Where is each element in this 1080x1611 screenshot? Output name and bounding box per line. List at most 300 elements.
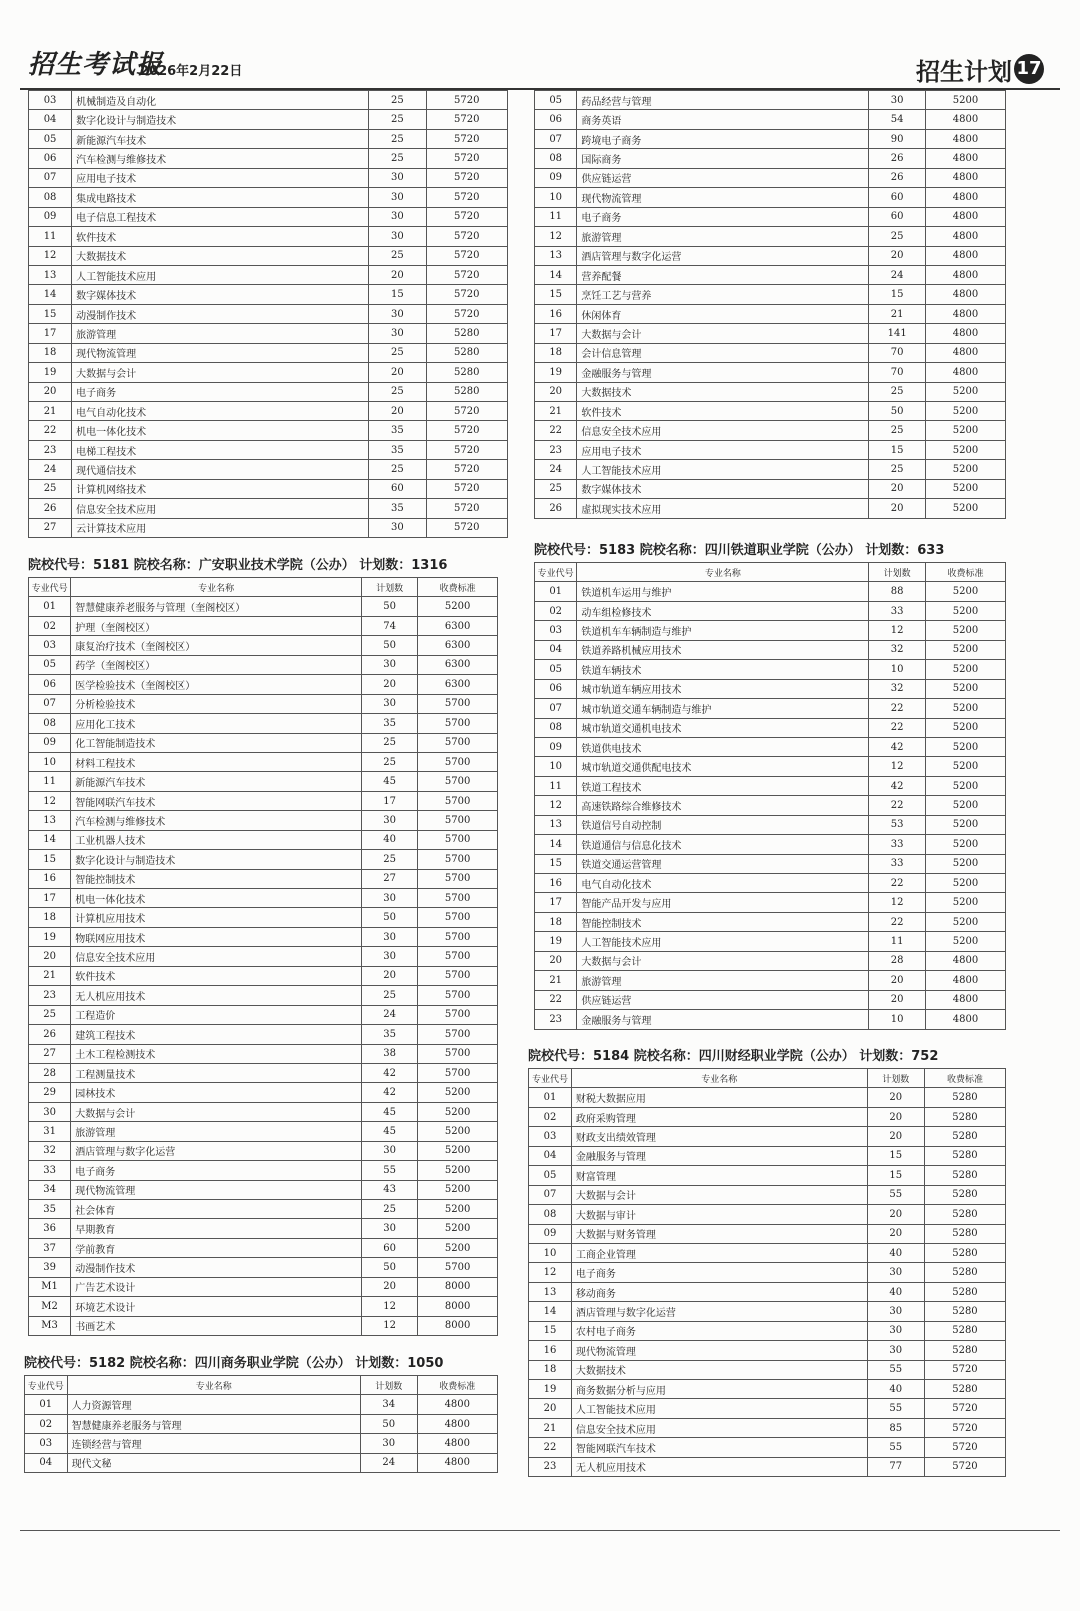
major-name: 人力资源管理 (67, 1395, 360, 1414)
plan-count: 30 (867, 1341, 924, 1360)
major-code: 07 (535, 699, 577, 718)
major-code: 31 (29, 1122, 71, 1141)
plan-count: 30 (869, 91, 926, 110)
plan-count: 43 (361, 1180, 417, 1199)
major-name: 建筑工程技术 (71, 1025, 362, 1044)
tuition-fee: 4800 (417, 1395, 497, 1414)
plan-count: 20 (369, 265, 426, 284)
newspaper-masthead: 招生考试报 (28, 50, 164, 80)
table-row (29, 382, 508, 401)
plan-count: 30 (361, 655, 417, 674)
major-name: 现代物流管理 (577, 188, 869, 207)
fee-header: 收费标准 (925, 563, 1005, 582)
plan-count: 50 (869, 402, 926, 421)
plan-count: 25 (361, 733, 417, 752)
major-name: 电气自动化技术 (72, 402, 369, 421)
tuition-fee: 5720 (426, 460, 507, 479)
plan-count: 25 (869, 460, 926, 479)
major-name: 应用电子技术 (577, 440, 869, 459)
plan-count: 88 (869, 582, 926, 601)
table-row (25, 1414, 498, 1433)
major-code: 23 (535, 1010, 577, 1029)
major-name: 机电一体化技术 (72, 421, 369, 440)
table-row (529, 1243, 1006, 1262)
major-code: 08 (29, 188, 72, 207)
tuition-fee: 4800 (925, 990, 1005, 1009)
major-name: 大数据与会计 (577, 951, 869, 970)
major-code: 15 (29, 304, 72, 323)
tuition-fee: 5200 (925, 621, 1005, 640)
major-name: 人工智能技术应用 (571, 1399, 867, 1418)
plan-count: 20 (869, 971, 926, 990)
tuition-fee: 5280 (924, 1243, 1005, 1262)
tuition-fee: 4800 (925, 343, 1005, 362)
major-name: 铁道机车车辆制造与维护 (577, 621, 869, 640)
major-name: 新能源汽车技术 (72, 129, 369, 148)
major-code: 15 (535, 854, 577, 873)
table-row (529, 1088, 1006, 1107)
major-name: 智能控制技术 (577, 912, 869, 931)
major-name: 铁道信号自动控制 (577, 815, 869, 834)
major-code: 30 (29, 1102, 71, 1121)
plan-count: 12 (869, 621, 926, 640)
table-row (29, 597, 498, 616)
table-row (29, 1161, 498, 1180)
table-row (535, 149, 1006, 168)
table-row (29, 1063, 498, 1082)
table-row (29, 1102, 498, 1121)
table-row (529, 1438, 1006, 1457)
plan-count: 25 (369, 129, 426, 148)
major-name: 药学（奎阁校区） (71, 655, 362, 674)
issue-date: 2026年2月22日 (140, 64, 243, 79)
tuition-fee: 5720 (426, 285, 507, 304)
major-code: 04 (535, 640, 577, 659)
tuition-fee: 5720 (924, 1399, 1005, 1418)
table-row (29, 811, 498, 830)
major-name: 大数据技术 (577, 382, 869, 401)
major-code: 28 (29, 1063, 71, 1082)
quota-header: 计划数 (361, 578, 417, 597)
table-row (29, 927, 498, 946)
section-title: 招生计划 (916, 58, 1012, 86)
plan-count: 20 (867, 1127, 924, 1146)
plan-count: 30 (369, 304, 426, 323)
major-name: 药品经营与管理 (577, 91, 869, 110)
tuition-fee: 5280 (924, 1282, 1005, 1301)
table-row (29, 1200, 498, 1219)
tuition-fee: 5200 (925, 640, 1005, 659)
major-code: 27 (29, 518, 72, 537)
table-row (535, 188, 1006, 207)
name-header: 专业名称 (71, 578, 362, 597)
major-name: 电子商务 (72, 382, 369, 401)
tuition-fee: 4800 (925, 246, 1005, 265)
fee-header: 收费标准 (924, 1069, 1005, 1088)
table-row (29, 636, 498, 655)
name-header: 专业名称 (571, 1069, 867, 1088)
major-code: 22 (535, 990, 577, 1009)
major-code: 04 (25, 1453, 68, 1472)
table-row (29, 343, 508, 362)
tuition-fee: 5720 (924, 1438, 1005, 1457)
plan-count: 25 (369, 246, 426, 265)
plan-count: 70 (869, 363, 926, 382)
major-name: 国际商务 (577, 149, 869, 168)
plan-count: 20 (369, 363, 426, 382)
tuition-fee: 5200 (418, 1180, 498, 1199)
tuition-fee: 5200 (925, 460, 1005, 479)
major-name: 商务英语 (577, 110, 869, 129)
table-row (535, 660, 1006, 679)
tuition-fee: 5200 (925, 737, 1005, 756)
table-row (535, 227, 1006, 246)
plan-count: 45 (361, 1122, 417, 1141)
plan-count: 40 (361, 830, 417, 849)
right-top-continuation-table (534, 90, 1006, 519)
major-code: 25 (29, 479, 72, 498)
major-code: 03 (29, 636, 71, 655)
major-name: 汽车检测与维修技术 (72, 149, 369, 168)
tuition-fee: 5200 (925, 479, 1005, 498)
tuition-fee: 6300 (418, 655, 498, 674)
school-5184-section (528, 1046, 1006, 1477)
table-row (529, 1127, 1006, 1146)
major-code: 23 (535, 440, 577, 459)
major-code: 21 (29, 402, 72, 421)
table-row (535, 110, 1006, 129)
tuition-fee: 8000 (418, 1316, 498, 1335)
tuition-fee: 4800 (417, 1414, 497, 1433)
tuition-fee: 5700 (418, 1025, 498, 1044)
major-name: 土木工程检测技术 (71, 1044, 362, 1063)
plan-count: 55 (361, 1161, 417, 1180)
major-name: 财政支出绩效管理 (571, 1127, 867, 1146)
table-row (535, 324, 1006, 343)
major-code: 10 (529, 1243, 572, 1262)
major-code: 03 (529, 1127, 572, 1146)
major-name: 动车组检修技术 (577, 601, 869, 620)
table-row (29, 207, 508, 226)
tuition-fee: 5280 (426, 382, 507, 401)
major-code: 24 (535, 460, 577, 479)
major-code: 01 (25, 1395, 68, 1414)
plan-count: 30 (361, 927, 417, 946)
major-code: 06 (29, 149, 72, 168)
tuition-fee: 4800 (925, 207, 1005, 226)
table-row (29, 188, 508, 207)
major-code: 20 (535, 382, 577, 401)
plan-count: 77 (867, 1457, 924, 1476)
table-row (535, 990, 1006, 1009)
major-name: 智慧健康养老服务与管理 (67, 1414, 360, 1433)
major-code: 04 (29, 110, 72, 129)
major-code: 03 (29, 91, 72, 110)
major-code: 18 (535, 343, 577, 362)
major-code: 10 (29, 752, 71, 771)
tuition-fee: 5700 (418, 966, 498, 985)
plan-count: 22 (869, 912, 926, 931)
table-row (29, 479, 508, 498)
major-code: 20 (29, 947, 71, 966)
major-name: 旅游管理 (71, 1122, 362, 1141)
table-row (535, 1010, 1006, 1029)
major-code: 11 (29, 772, 71, 791)
major-name: 大数据技术 (571, 1360, 867, 1379)
table-row (535, 874, 1006, 893)
major-name: 动漫制作技术 (71, 1258, 362, 1277)
tuition-fee: 4800 (925, 188, 1005, 207)
table-row (29, 1297, 498, 1316)
tuition-fee: 5700 (418, 986, 498, 1005)
major-code: 16 (29, 869, 71, 888)
school-header: 院校代号：5181 院校名称：广安职业技术学院（公办） 计划数：1316 (28, 558, 448, 573)
major-code: 13 (535, 815, 577, 834)
tuition-fee: 5280 (924, 1380, 1005, 1399)
major-code: 29 (29, 1083, 71, 1102)
major-code: 25 (29, 1005, 71, 1024)
major-name: 城市轨道交通机电技术 (577, 718, 869, 737)
tuition-fee: 5200 (925, 679, 1005, 698)
major-name: 铁道工程技术 (577, 776, 869, 795)
table-row (529, 1399, 1006, 1418)
plan-count: 26 (869, 168, 926, 187)
plan-count: 55 (867, 1185, 924, 1204)
major-code: 19 (29, 927, 71, 946)
table-header-row (535, 563, 1006, 582)
major-code: 11 (535, 776, 577, 795)
tuition-fee: 5280 (924, 1341, 1005, 1360)
plan-count: 32 (869, 640, 926, 659)
major-code: 05 (29, 655, 71, 674)
major-name: 财税大数据应用 (571, 1088, 867, 1107)
tuition-fee: 5700 (418, 1063, 498, 1082)
table-row (29, 791, 498, 810)
table-row (25, 1434, 498, 1453)
table-row (529, 1302, 1006, 1321)
plan-count: 50 (360, 1414, 417, 1433)
plan-count: 20 (361, 675, 417, 694)
major-name: 大数据与会计 (577, 324, 869, 343)
table-row (529, 1360, 1006, 1379)
major-code: 15 (29, 850, 71, 869)
major-name: 软件技术 (577, 402, 869, 421)
major-name: 铁道交通运营管理 (577, 854, 869, 873)
footer-divider (20, 1530, 1060, 1531)
tuition-fee: 5720 (426, 246, 507, 265)
table-row (29, 966, 498, 985)
table-row (29, 616, 498, 635)
major-code: 17 (29, 889, 71, 908)
major-name: 电子商务 (571, 1263, 867, 1282)
plan-count: 70 (869, 343, 926, 362)
major-name: 无人机应用技术 (571, 1457, 867, 1476)
major-name: 数字媒体技术 (72, 285, 369, 304)
plan-count: 20 (361, 1277, 417, 1296)
major-name: 供应链运营 (577, 168, 869, 187)
major-code: 20 (529, 1399, 572, 1418)
major-code: 13 (535, 246, 577, 265)
major-code: 22 (529, 1438, 572, 1457)
plan-count: 85 (867, 1418, 924, 1437)
plan-count: 30 (360, 1434, 417, 1453)
plan-count: 10 (869, 660, 926, 679)
major-code: 06 (29, 675, 71, 694)
table-row (535, 499, 1006, 518)
major-name: 化工智能制造技术 (71, 733, 362, 752)
major-code: 20 (535, 951, 577, 970)
major-name: 机电一体化技术 (71, 889, 362, 908)
major-code: 26 (29, 499, 72, 518)
tuition-fee: 5200 (925, 440, 1005, 459)
table-row (529, 1321, 1006, 1340)
major-code: 09 (535, 168, 577, 187)
major-name: 酒店管理与数字化运营 (571, 1302, 867, 1321)
tuition-fee: 5720 (426, 421, 507, 440)
plan-count: 60 (361, 1238, 417, 1257)
plan-count: 20 (867, 1205, 924, 1224)
plan-count: 40 (867, 1243, 924, 1262)
tuition-fee: 5200 (925, 757, 1005, 776)
major-code: 27 (29, 1044, 71, 1063)
tuition-fee: 5280 (924, 1088, 1005, 1107)
major-code: 26 (29, 1025, 71, 1044)
major-name: 汽车检测与维修技术 (71, 811, 362, 830)
tuition-fee: 5280 (924, 1302, 1005, 1321)
major-name: 铁道通信与信息化技术 (577, 835, 869, 854)
table-row (535, 582, 1006, 601)
major-code: 19 (535, 363, 577, 382)
table-row (29, 1141, 498, 1160)
table-row (535, 893, 1006, 912)
plan-count: 20 (361, 966, 417, 985)
major-name: 云计算技术应用 (72, 518, 369, 537)
plan-count: 35 (361, 714, 417, 733)
table-header-row (529, 1069, 1006, 1088)
major-code: 16 (529, 1341, 572, 1360)
major-code: 36 (29, 1219, 71, 1238)
major-name: 人工智能技术应用 (577, 932, 869, 951)
tuition-fee: 4800 (925, 1010, 1005, 1029)
table-row (529, 1107, 1006, 1126)
table-row (29, 1219, 498, 1238)
plan-count: 42 (361, 1083, 417, 1102)
plan-count: 32 (869, 679, 926, 698)
plan-count: 25 (369, 110, 426, 129)
tuition-fee: 4800 (925, 168, 1005, 187)
major-name: 医学检验技术（奎阁校区） (71, 675, 362, 694)
major-code: 03 (25, 1434, 68, 1453)
tuition-fee: 5720 (426, 304, 507, 323)
major-code: 22 (29, 421, 72, 440)
table-row (535, 343, 1006, 362)
major-code: 12 (29, 246, 72, 265)
tuition-fee: 5720 (924, 1457, 1005, 1476)
tuition-fee: 5280 (426, 324, 507, 343)
table-row (29, 1277, 498, 1296)
table-row (535, 440, 1006, 459)
major-code: 21 (535, 402, 577, 421)
tuition-fee: 5700 (418, 694, 498, 713)
plan-count: 141 (869, 324, 926, 343)
table-row (29, 421, 508, 440)
major-name: 智慧健康养老服务与管理（奎阁校区） (71, 597, 362, 616)
tuition-fee: 5280 (924, 1166, 1005, 1185)
major-name: 信息安全技术应用 (571, 1418, 867, 1437)
major-name: 计算机网络技术 (72, 479, 369, 498)
plan-count: 25 (369, 343, 426, 362)
table-row (29, 499, 508, 518)
tuition-fee: 5200 (925, 912, 1005, 931)
table-row (535, 835, 1006, 854)
major-code: 20 (29, 382, 72, 401)
plan-count: 25 (361, 986, 417, 1005)
tuition-fee: 5200 (925, 91, 1005, 110)
table-row (535, 815, 1006, 834)
plan-count: 42 (361, 1063, 417, 1082)
major-name: 铁道供电技术 (577, 737, 869, 756)
plan-count: 22 (869, 699, 926, 718)
tuition-fee: 4800 (417, 1434, 497, 1453)
major-name: 大数据与财务管理 (571, 1224, 867, 1243)
major-plan-table (24, 1375, 498, 1473)
tuition-fee: 4800 (925, 324, 1005, 343)
table-row (29, 1083, 498, 1102)
plan-count: 35 (369, 499, 426, 518)
table-row (29, 265, 508, 284)
plan-count: 50 (361, 597, 417, 616)
tuition-fee: 5700 (418, 850, 498, 869)
major-code: 08 (29, 714, 71, 733)
major-name: 移动商务 (571, 1282, 867, 1301)
tuition-fee: 5720 (426, 227, 507, 246)
school-header: 院校代号：5182 院校名称：四川商务职业学院（公办） 计划数：1050 (24, 1356, 444, 1371)
table-row (535, 402, 1006, 421)
major-name: 工程造价 (71, 1005, 362, 1024)
tuition-fee: 5200 (925, 499, 1005, 518)
table-row (29, 460, 508, 479)
tuition-fee: 5720 (426, 440, 507, 459)
table-row (535, 621, 1006, 640)
major-code: 14 (29, 830, 71, 849)
major-name: 虚拟现实技术应用 (577, 499, 869, 518)
plan-count: 22 (869, 718, 926, 737)
plan-count: 40 (867, 1282, 924, 1301)
tuition-fee: 5200 (925, 893, 1005, 912)
plan-count: 15 (869, 285, 926, 304)
plan-count: 34 (360, 1395, 417, 1414)
plan-count: 15 (867, 1146, 924, 1165)
major-name: 大数据与会计 (72, 363, 369, 382)
major-name: 动漫制作技术 (72, 304, 369, 323)
table-row (29, 149, 508, 168)
table-row (535, 460, 1006, 479)
plan-count: 30 (369, 207, 426, 226)
left-top-continuation-table (28, 90, 508, 538)
major-code: 01 (29, 597, 71, 616)
plan-count: 33 (869, 854, 926, 873)
plan-count: 40 (867, 1380, 924, 1399)
major-code: 39 (29, 1258, 71, 1277)
major-name: 现代物流管理 (72, 343, 369, 362)
school-header: 院校代号：5183 院校名称：四川铁道职业学院（公办） 计划数：633 (534, 543, 945, 558)
plan-count: 20 (869, 499, 926, 518)
plan-count: 25 (369, 460, 426, 479)
major-name: 工业机器人技术 (71, 830, 362, 849)
table-row (29, 830, 498, 849)
plan-count: 15 (369, 285, 426, 304)
major-name: 智能网联汽车技术 (71, 791, 362, 810)
